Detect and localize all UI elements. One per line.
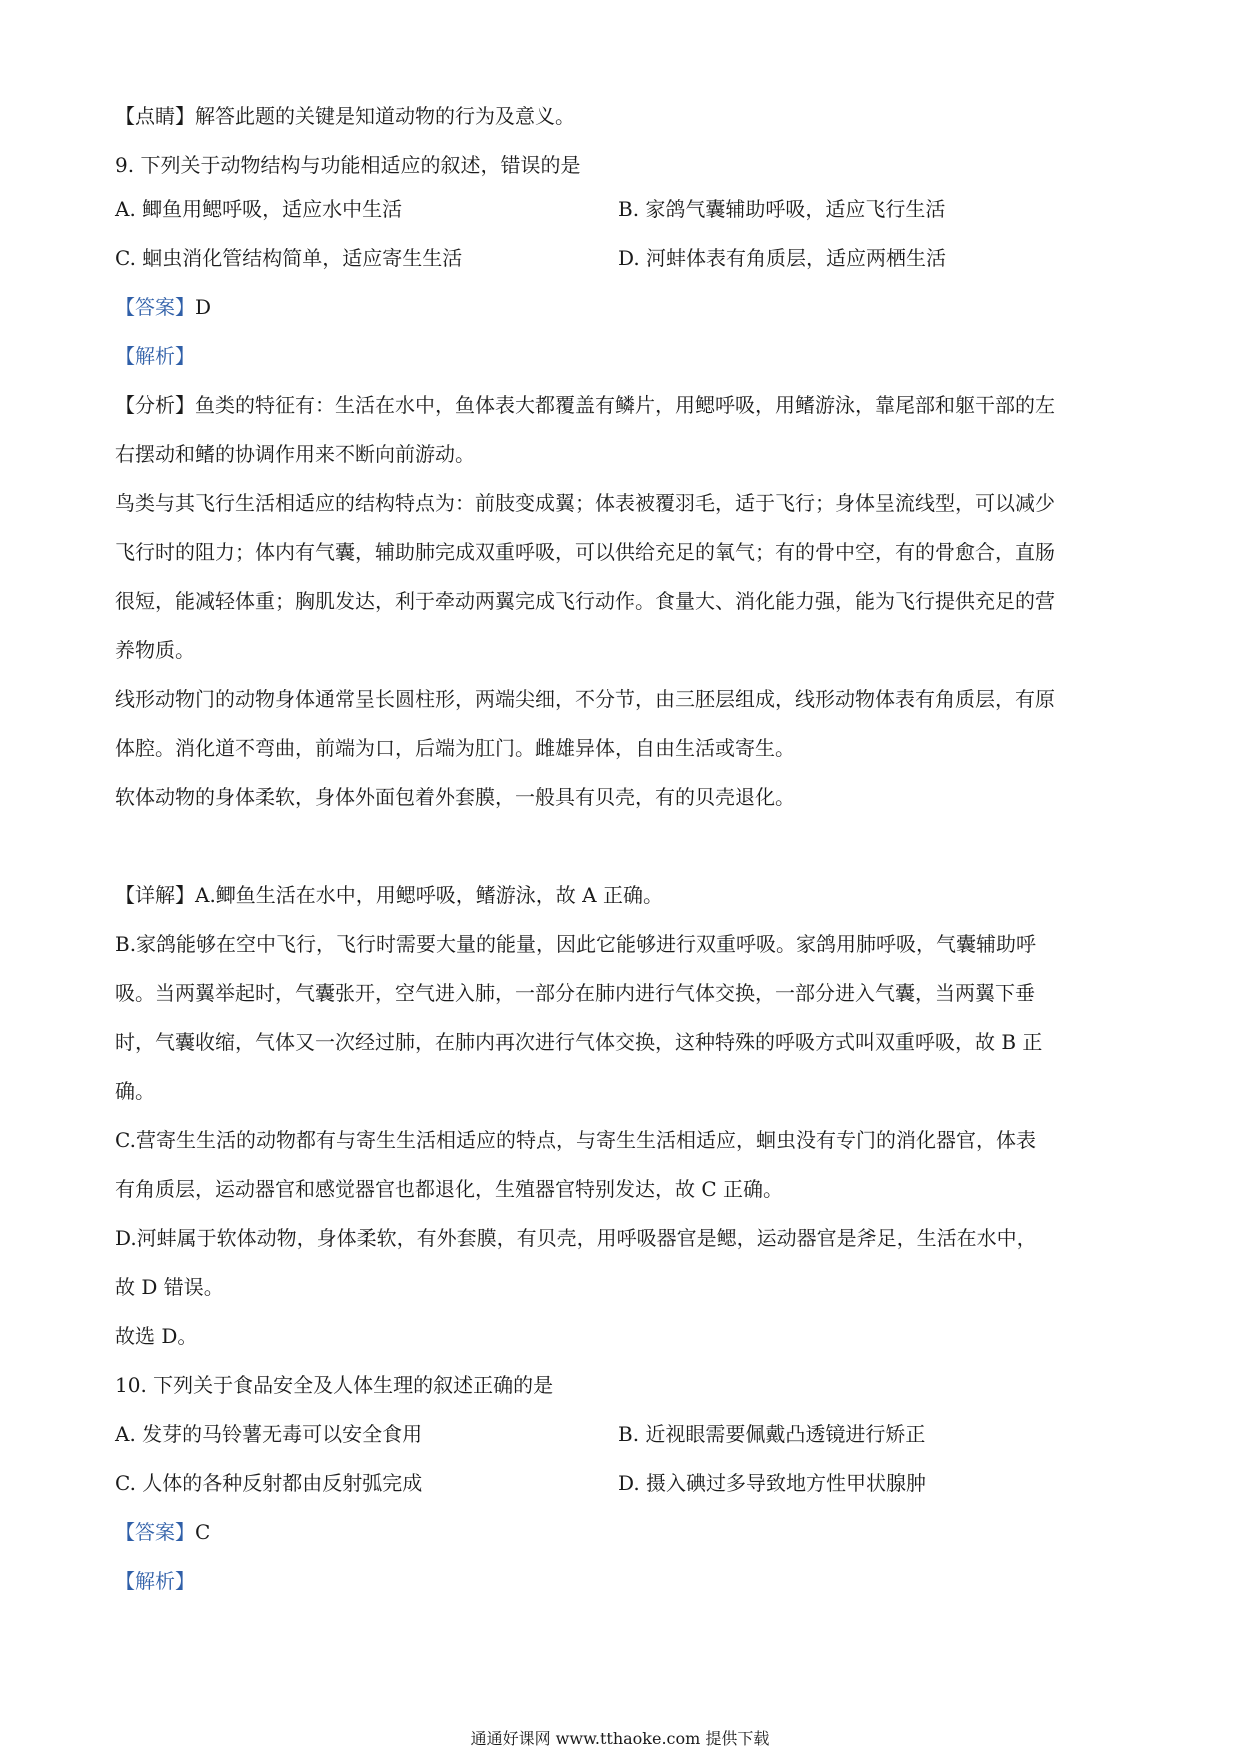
detail-a-text: A.鲫鱼生活在水中，用鳃呼吸，鳍游泳，故 A 正确。	[195, 883, 663, 907]
xiangjie-label: 【详解】	[115, 883, 195, 907]
fenxi-text: 鱼类的特征有：生活在水中，鱼体表大都覆盖有鳞片，用鳃呼吸，用鳍游泳，靠尾部和躯干部的左	[195, 393, 1055, 417]
page-footer: 通通好课网 www.tthaoke.com 提供下载	[470, 1729, 770, 1748]
q9-mollusk-line: 软体动物的身体柔软，身体外面包着外套膜，一般具有贝壳，有的贝壳退化。	[115, 785, 795, 809]
q9-bird-line-2: 飞行时的阻力；体内有气囊，辅助肺完成双重呼吸，可以供给充足的氧气；有的骨中空，有的骨愈合，直肠	[115, 540, 1055, 564]
q9-option-c: C. 蛔虫消化管结构简单，适应寄生生活	[115, 246, 463, 270]
q10-option-c: C. 人体的各种反射都由反射弧完成	[115, 1471, 423, 1495]
q9-option-a: A. 鲫鱼用鳃呼吸，适应水中生活	[115, 197, 403, 221]
q9-detail-d-2: 故 D 错误。	[115, 1275, 224, 1299]
answer-label: 【答案】	[115, 295, 195, 319]
q9-detail-b-2: 吸。当两翼举起时，气囊张开，空气进入肺，一部分在肺内进行气体交换，一部分进入气囊，当两翼下垂	[115, 981, 1035, 1005]
dianjing-note: 【点睛】解答此题的关键是知道动物的行为及意义。	[115, 104, 575, 128]
q9-detail-a	[115, 881, 1135, 909]
q9-fenxi-line-2: 右摆动和鳍的协调作用来不断向前游动。	[115, 442, 475, 466]
fenxi-label: 【分析】	[115, 393, 195, 417]
answer-label: 【答案】	[115, 1520, 195, 1544]
q10-option-b: B. 近视眼需要佩戴凸透镜进行矫正	[618, 1422, 926, 1446]
q9-detail-b-1: B.家鸽能够在空中飞行，飞行时需要大量的能量，因此它能够进行双重呼吸。家鸽用肺呼吸，气囊辅助呼	[115, 932, 1037, 956]
q9-answer	[115, 293, 1135, 321]
q9-conclusion: 故选 D。	[115, 1324, 198, 1348]
q9-bird-line-3: 很短，能减轻体重；胸肌发达，利于牵动两翼完成飞行动作。食量大、消化能力强，能为飞行提供充足的营	[115, 589, 1055, 613]
q9-analysis-label: 【解析】	[115, 344, 195, 368]
q9-option-b: B. 家鸽气囊辅助呼吸，适应飞行生活	[618, 197, 946, 221]
q9-detail-b-3: 时，气囊收缩，气体又一次经过肺，在肺内再次进行气体交换，这种特殊的呼吸方式叫双重呼吸，故 B 正	[115, 1030, 1043, 1054]
q9-bird-line-1: 鸟类与其飞行生活相适应的结构特点为：前肢变成翼；体表被覆羽毛，适于飞行；身体呈流线型，可以减少	[115, 491, 1055, 515]
answer-value: D	[195, 295, 212, 319]
q9-detail-b-4: 确。	[115, 1079, 155, 1103]
question-10-stem: 10. 下列关于食品安全及人体生理的叙述正确的是	[115, 1373, 554, 1397]
q9-bird-line-4: 养物质。	[115, 638, 195, 662]
q10-option-a: A. 发芽的马铃薯无毒可以安全食用	[115, 1422, 423, 1446]
q10-answer	[115, 1518, 1135, 1546]
q9-detail-d-1: D.河蚌属于软体动物，身体柔软，有外套膜，有贝壳，用呼吸器官是鳃，运动器官是斧足，生活在水中，	[115, 1226, 1037, 1250]
q9-worm-line-1: 线形动物门的动物身体通常呈长圆柱形，两端尖细，不分节，由三胚层组成，线形动物体表有角质层，有原	[115, 687, 1055, 711]
q9-worm-line-2: 体腔。消化道不弯曲，前端为口，后端为肛门。雌雄异体，自由生活或寄生。	[115, 736, 795, 760]
q9-option-d: D. 河蚌体表有角质层，适应两栖生活	[618, 246, 947, 270]
q10-analysis-label: 【解析】	[115, 1569, 195, 1593]
answer-value: C	[195, 1520, 211, 1544]
q9-detail-c-2: 有角质层，运动器官和感觉器官也都退化，生殖器官特别发达，故 C 正确。	[115, 1177, 784, 1201]
question-9-stem: 9. 下列关于动物结构与功能相适应的叙述，错误的是	[115, 153, 581, 177]
q9-fenxi-line-1	[115, 391, 1135, 419]
q9-detail-c-1: C.营寄生生活的动物都有与寄生生活相适应的特点，与寄生生活相适应，蛔虫没有专门的消化器官，体表	[115, 1128, 1036, 1152]
q10-option-d: D. 摄入碘过多导致地方性甲状腺肿	[618, 1471, 927, 1495]
